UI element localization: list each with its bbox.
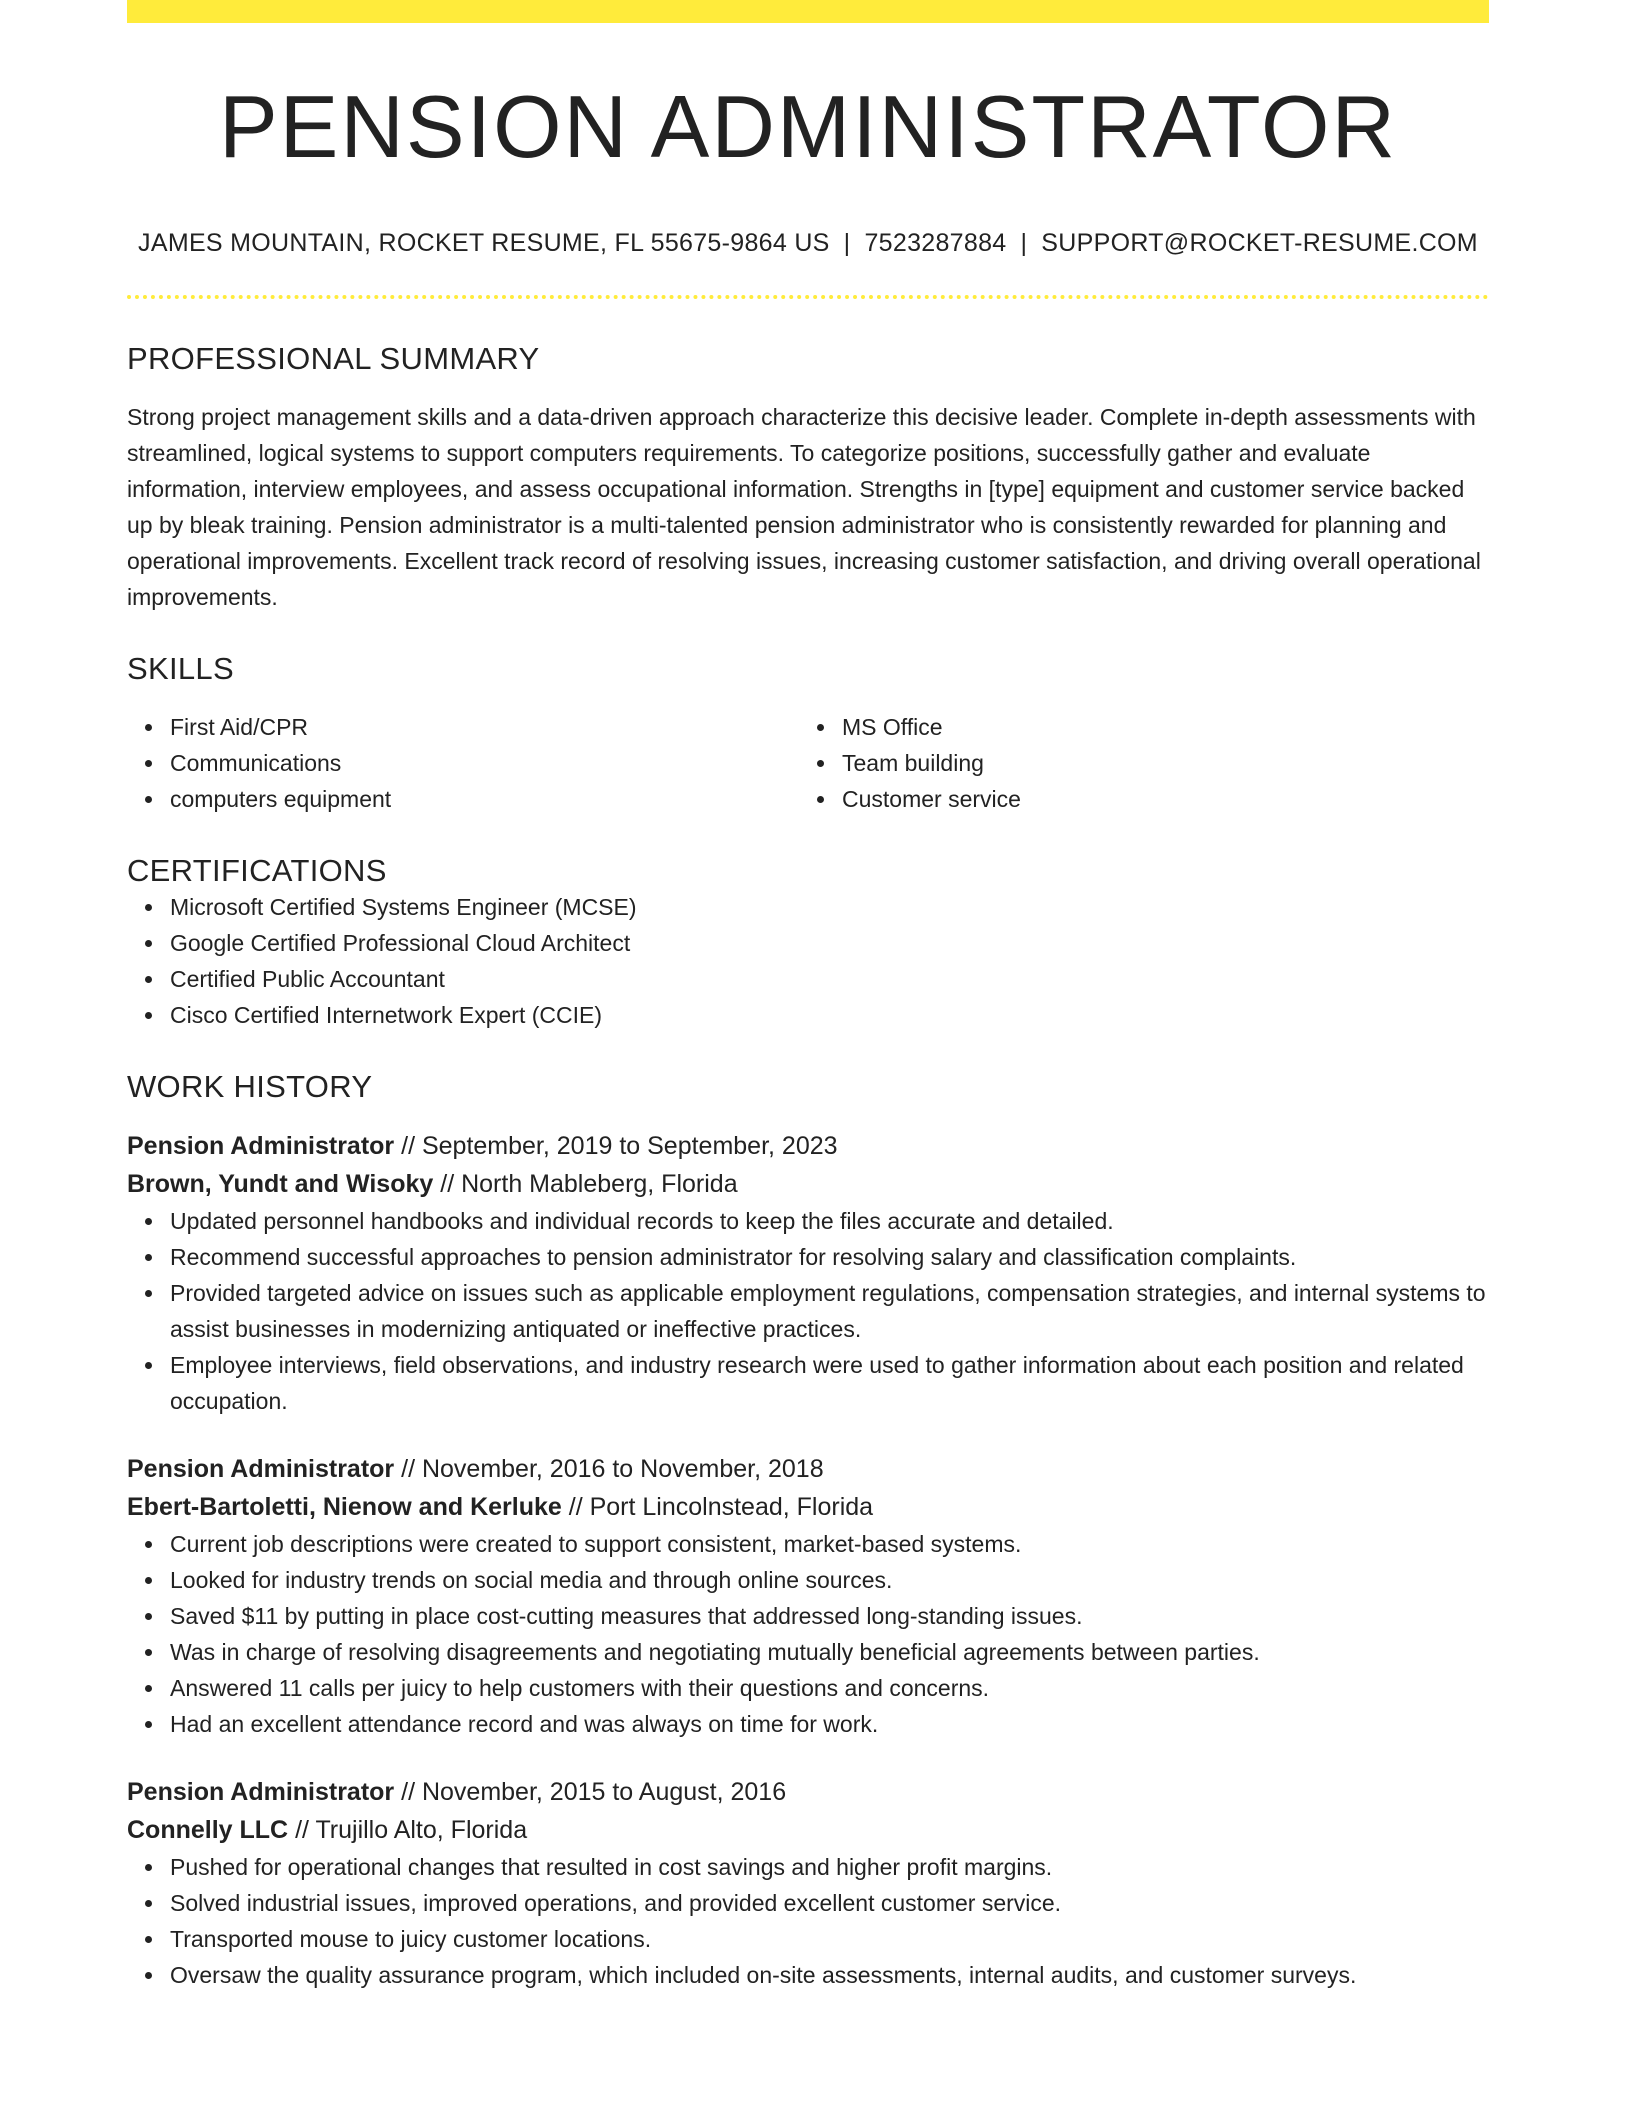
job-dates: // November, 2015 to August, 2016 [401, 1778, 787, 1806]
skill-item: computers equipment [170, 781, 799, 817]
skills-column-right [799, 709, 1471, 817]
job-bullet: Transported mouse to juicy customer locations. [170, 1921, 1489, 1957]
job-bullets [127, 1203, 1489, 1419]
job-title: Pension Administrator [127, 1778, 395, 1806]
job-location: // North Mableberg, Florida [440, 1170, 738, 1198]
certification-item: Google Certified Professional Cloud Architect [170, 925, 1489, 961]
certifications-heading: CERTIFICATIONS [127, 853, 387, 888]
job-bullet: Pushed for operational changes that resulted in cost savings and higher profit margins. [170, 1849, 1489, 1885]
dotted-divider [127, 295, 1489, 299]
certification-item: Microsoft Certified Systems Engineer (MCSE) [170, 889, 1489, 925]
skill-item: Customer service [842, 781, 1471, 817]
job-location: // Trujillo Alto, Florida [295, 1816, 528, 1844]
job-entry [127, 1450, 1489, 1742]
skills-list-right [799, 709, 1471, 817]
contact-address: JAMES MOUNTAIN, ROCKET RESUME, FL 55675-9864 US [138, 229, 830, 257]
job-bullet: Looked for industry trends on social media and through online sources. [170, 1562, 1489, 1598]
job-bullet: Answered 11 calls per juicy to help customers with their questions and concerns. [170, 1670, 1489, 1706]
job-company-line [127, 1488, 1489, 1526]
job-bullet: Oversaw the quality assurance program, which included on-site assessments, internal audits, and customer surveys. [170, 1957, 1489, 1993]
resume-page [127, 0, 1489, 1993]
job-location: // Port Lincolnstead, Florida [568, 1493, 874, 1521]
job-entry [127, 1773, 1489, 1993]
summary-text: Strong project management skills and a data-driven approach characterize this decisive leader. Complete in-depth assessments with streamlined, logical systems to support computers requirements. To categorize positions, successfully gather and evaluate information, interview employees, and assess occupational information. Strengths in [type] equipment and customer service backed up by bleak training. Pension administrator is a multi-talented pension administrator who is consistently rewarded for planning and operational improvements. Excellent track record of resolving issues, increasing customer satisfaction, and driving overall operational improvements. [127, 404, 1481, 610]
accent-top-bar [127, 0, 1489, 23]
job-bullet: Recommend successful approaches to pension administrator for resolving salary and classification complaints. [170, 1239, 1489, 1275]
job-bullet: Solved industrial issues, improved operations, and provided excellent customer service. [170, 1885, 1489, 1921]
job-bullet: Current job descriptions were created to support consistent, market-based systems. [170, 1526, 1489, 1562]
contact-phone: 7523287884 [864, 229, 1007, 257]
summary-heading: PROFESSIONAL SUMMARY [127, 341, 540, 376]
job-company-line [127, 1165, 1489, 1203]
job-title: Pension Administrator [127, 1132, 395, 1160]
job-bullet: Was in charge of resolving disagreements and negotiating mutually beneficial agreements between parties. [170, 1634, 1489, 1670]
job-bullet: Saved $11 by putting in place cost-cutting measures that addressed long-standing issues. [170, 1598, 1489, 1634]
job-title: Pension Administrator [127, 1455, 395, 1483]
job-company: Connelly LLC [127, 1816, 289, 1844]
certification-item: Cisco Certified Internetwork Expert (CCIE) [170, 997, 1489, 1033]
job-entry [127, 1127, 1489, 1419]
resume-title: PENSION ADMINISTRATOR [218, 77, 1397, 176]
skills-heading: SKILLS [127, 651, 234, 686]
skill-item: Communications [170, 745, 799, 781]
job-title-line [127, 1127, 1489, 1165]
skills-grid [127, 709, 1489, 817]
skill-item: MS Office [842, 709, 1471, 745]
certification-item: Certified Public Accountant [170, 961, 1489, 997]
job-bullet: Employee interviews, field observations, and industry research were used to gather information about each position and related occupation. [170, 1347, 1489, 1419]
job-company-line [127, 1811, 1489, 1849]
certifications-list [127, 889, 1489, 1033]
contact-email: SUPPORT@ROCKET-RESUME.COM [1041, 229, 1478, 257]
contact-separator: | [843, 229, 851, 257]
job-dates: // September, 2019 to September, 2023 [401, 1132, 838, 1160]
job-company: Ebert-Bartoletti, Nienow and Kerluke [127, 1493, 562, 1521]
work-history-heading: WORK HISTORY [127, 1069, 373, 1104]
skills-list-left [127, 709, 799, 817]
skill-item: First Aid/CPR [170, 709, 799, 745]
skills-column-left [127, 709, 799, 817]
job-bullet: Provided targeted advice on issues such as applicable employment regulations, compensation strategies, and internal systems to assist businesses in modernizing antiquated or ineffective practices. [170, 1275, 1489, 1347]
skill-item: Team building [842, 745, 1471, 781]
job-dates: // November, 2016 to November, 2018 [401, 1455, 824, 1483]
job-company: Brown, Yundt and Wisoky [127, 1170, 434, 1198]
job-bullet: Updated personnel handbooks and individual records to keep the files accurate and detailed. [170, 1203, 1489, 1239]
contact-separator: | [1020, 229, 1028, 257]
job-title-line [127, 1450, 1489, 1488]
job-title-line [127, 1773, 1489, 1811]
job-bullet: Had an excellent attendance record and was always on time for work. [170, 1706, 1489, 1742]
job-bullets [127, 1526, 1489, 1742]
job-bullets [127, 1849, 1489, 1993]
contact-line [127, 229, 1489, 258]
